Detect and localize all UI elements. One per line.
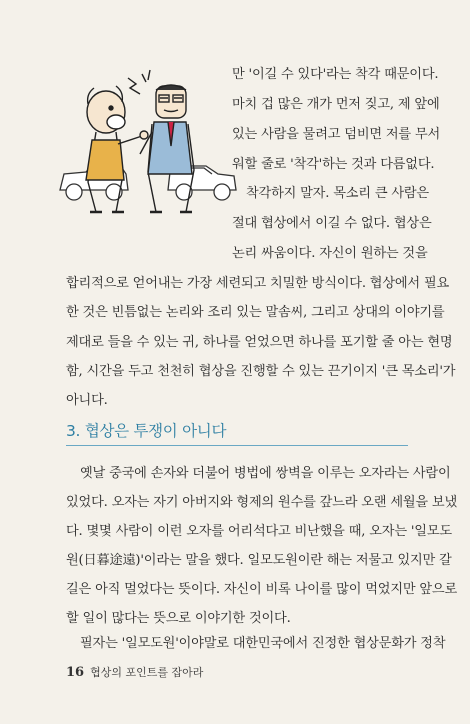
paragraph-line: 착각하지 말자. 목소리 큰 사람은 bbox=[246, 186, 429, 201]
paragraph-line: 제대로 들을 수 있는 귀, 하나를 얻었으면 하나를 포기할 줄 아는 현명 bbox=[66, 335, 453, 350]
shout-lines bbox=[128, 70, 150, 94]
section-divider bbox=[66, 445, 408, 446]
paragraph-line: 합리적으로 얻어내는 가장 세련되고 치밀한 방식이다. 협상에서 필요 bbox=[66, 276, 450, 291]
section-heading: 3. 협상은 투쟁이 아니다 bbox=[66, 422, 227, 440]
paragraph-line: 함, 시간을 두고 천천히 협상을 진행할 수 있는 끈기이지 '큰 목소리'가 bbox=[66, 364, 456, 379]
page-number: 16 bbox=[66, 665, 85, 680]
section-line: 필자는 '일모도원'이야말로 대한민국에서 진정한 협상문화가 정착 bbox=[80, 636, 446, 651]
paragraph-line: 마치 겁 많은 개가 먼저 짖고, 제 앞에 bbox=[232, 97, 440, 112]
paragraph-line: 있는 사람을 물려고 덤비면 저를 무서 bbox=[232, 127, 441, 142]
page-footer bbox=[66, 664, 203, 680]
section-line: 길은 아직 멀었다는 뜻이다. 자신이 비록 나이를 많이 먹었지만 앞으로 bbox=[66, 582, 458, 597]
section-line: 원(日暮途遠)'이라는 말을 했다. 일모도원이란 해는 저물고 있지만 갈 bbox=[66, 553, 452, 568]
paragraph-line: 논리 싸움이다. 자신이 원하는 것을 bbox=[232, 246, 428, 261]
paragraph-line: 워할 줄로 '착각'하는 것과 다름없다. bbox=[232, 157, 435, 172]
paragraph-line: 아니다. bbox=[66, 393, 108, 408]
shouting-man-illustration bbox=[56, 62, 238, 220]
section-line: 다. 몇몇 사람이 이런 오자를 어리석다고 비난했을 때, 오자는 '일모도 bbox=[66, 524, 452, 539]
section-line: 옛날 중국에 손자와 더불어 병법에 쌍벽을 이루는 오자라는 사람이 bbox=[80, 466, 451, 481]
section-line: 할 일이 많다는 뜻으로 이야기한 것이다. bbox=[66, 611, 291, 626]
running-title: 협상의 포인트를 잡아라 bbox=[90, 666, 204, 679]
section-line: 있었다. 오자는 자기 아버지와 형제의 원수를 갚느라 오랜 세월을 보냈 bbox=[66, 495, 458, 510]
paragraph-line: 만 '이길 수 있다'라는 착각 때문이다. bbox=[232, 67, 439, 82]
paragraph-line: 한 것은 빈틈없는 논리와 조리 있는 말솜씨, 그리고 상대의 이야기를 bbox=[66, 305, 445, 320]
paragraph-line: 절대 협상에서 이길 수 없다. 협상은 bbox=[232, 216, 432, 231]
